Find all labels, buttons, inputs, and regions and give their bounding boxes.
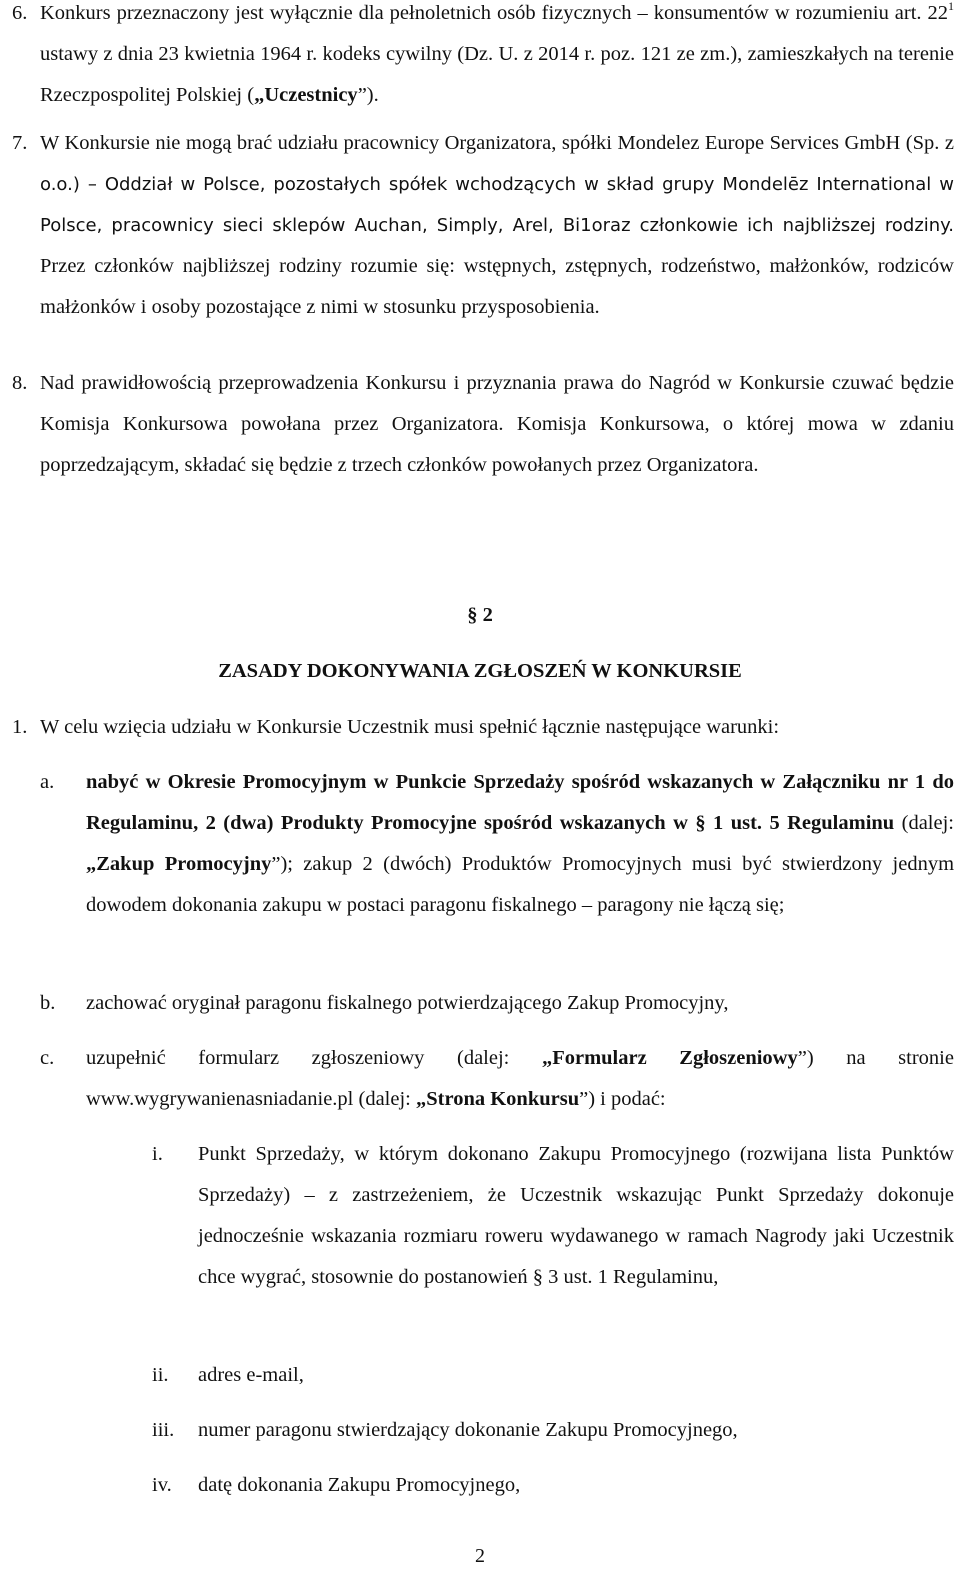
page-number: 2 [475,1545,485,1567]
item-text: W celu wzięcia udziału w Konkursie Uczestnik musi spełnić łącznie następujące warunki: [40,716,780,738]
roman-numeral: iv. [152,1474,172,1496]
list-item-6 [12,0,954,116]
sub-sub-item-ii [152,1355,954,1396]
item-number: 1. [12,716,28,738]
sub-sub-item-text: datę dokonania Zakupu Promocyjnego, [198,1474,521,1496]
sub-item-letter: a. [40,771,55,793]
section-symbol: § 2 [467,604,493,626]
sub-item-letter: c. [40,1047,55,1069]
roman-numeral: i. [152,1143,163,1165]
list-item-1 [12,707,954,748]
sub-item-text: nabyć w Okresie Promocyjnym w Punkcie Sprzedaży spośród wskazanych w Załączniku nr 1 do Regulaminu, 2 (dwa) Produkty Promocyjne spośród wskazanych w § 1 ust. 5 Regulaminu (dalej: „Zakup Promocyjny”); zakup 2 (dwóch) Produktów Promocyjnych musi być stwierdzony jednym dowodem dokonania zakupu w postaci paragonu fiskalnego – paragony nie łączą się; [86,771,955,916]
roman-numeral: iii. [152,1419,175,1441]
sub-item-text: uzupełnić formularz zgłoszeniowy (dalej: „Formularz Zgłoszeniowy”) na stronie www.wygrywanienasniadanie.pl (dalej: „Strona Konkursu”) i podać: [86,1047,954,1110]
sub-sub-item-iv [152,1465,954,1506]
list-item-8 [12,363,954,486]
sub-item-letter: b. [40,992,56,1014]
item-number: 7. [12,132,28,154]
roman-numeral: ii. [152,1364,169,1386]
section-title: ZASADY DOKONYWANIA ZGŁOSZEŃ W KONKURSIE [218,660,742,682]
item-number: 8. [12,372,28,394]
sub-sub-item-text: Punkt Sprzedaży, w którym dokonano Zakupu Promocyjnego (rozwijana lista Punktów Sprzedaży) – z zastrzeżeniem, że Uczestnik wskazując Punkt Sprzedaży dokonuje jednocześnie wskazania rozmiaru roweru wydawanego w ramach Nagrody jaki Uczestnik chce wygrać, stosownie do postanowień § 3 ust. 1 Regulaminu, [198,1143,954,1288]
sub-item-a [40,762,954,926]
sub-item-text: zachować oryginał paragonu fiskalnego potwierdzającego Zakup Promocyjny, [86,992,729,1014]
item-text: Nad prawidłowością przeprowadzenia Konkursu i przyznania prawa do Nagród w Konkursie czuwać będzie Komisja Konkursowa powołana przez Organizatora. Komisja Konkursowa, o której mowa w zdaniu poprzedzającym, składać się będzie z trzech członków powołanych przez Organizatora. [40,372,954,476]
sub-item-b [40,983,954,1024]
item-text: W Konkursie nie mogą brać udziału pracownicy Organizatora, spółki Mondelez Europe Services GmbH (Sp. z o.o.) – Oddział w Polsce, pozostałych spółek wchodzących w skład grupy Mondelēz International w Polsce, pracownicy sieci sklepów Auchan, Simply, Arel, Bi1oraz członkowie ich najbliższej rodziny. Przez członków najbliższej rodziny rozumie się: wstępnych, zstępnych, rodzeństwo, małżonków, rodziców małżonków i osoby pozostające z nimi w stosunku przysposobienia. [40,132,954,318]
sub-sub-item-i [152,1134,954,1298]
list-item-7 [12,123,954,328]
item-text: Konkurs przeznaczony jest wyłącznie dla pełnoletnich osób fizycznych – konsumentów w rozumieniu art. $22^1$ ustawy z dnia 23 kwietnia 1964 r. kodeks cywilny (Dz. U. z 2014 r. poz. 121 ze zm.), zamieszkałych na terenie Rzeczpospolitej Polskiej („Uczestnicy”). [40,0,954,106]
sub-sub-item-text: adres e-mail, [198,1364,304,1386]
sub-item-c [40,1038,954,1120]
sub-sub-item-iii [152,1410,954,1451]
sub-sub-item-text: numer paragonu stwierdzający dokonanie Zakupu Promocyjnego, [198,1419,738,1441]
item-number: 6. [12,2,28,24]
